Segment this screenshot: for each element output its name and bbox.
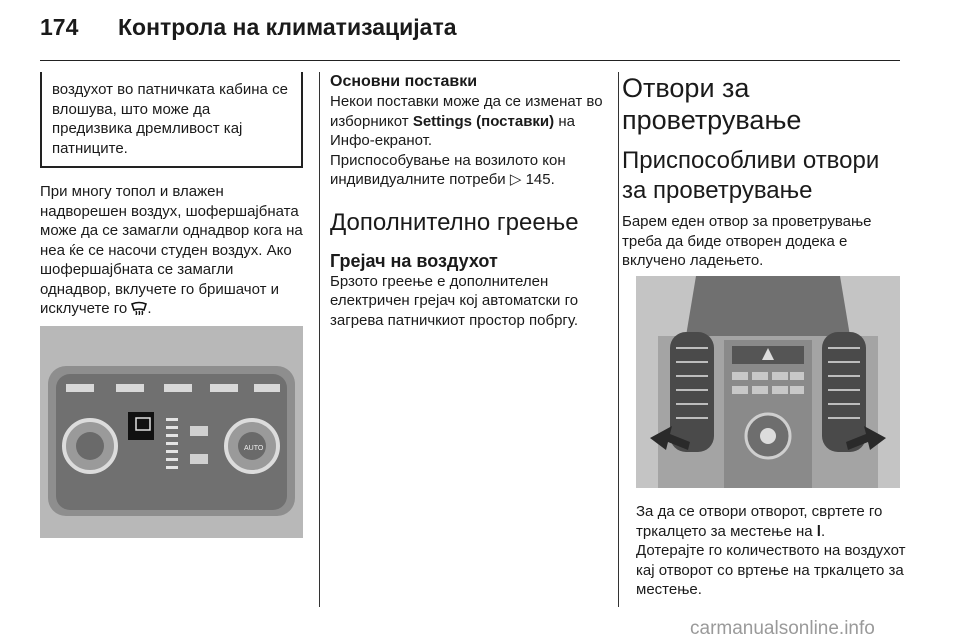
page-reference[interactable]: 145. xyxy=(525,171,555,188)
heading-air-vents: Отвори за проветрување xyxy=(622,73,802,135)
basic-settings-text xyxy=(330,92,605,151)
column-1 xyxy=(40,72,303,319)
personalization-text-main: Приспособување на возилото кон индивидуалните потреби xyxy=(330,151,566,188)
climate-panel-photo xyxy=(40,326,303,538)
position-mark: l xyxy=(816,522,821,540)
basic-settings-text-2: на Инфо-екранот. xyxy=(330,112,575,149)
page-header xyxy=(40,14,900,50)
fog-paragraph-text: При многу топол и влажен надворешен воздух, шофершајбната може да се замагли однадвор кога на неа ќе се насочи студен воздух. Ако шофершајбната се замагли однадвор, вклучете го бришачот и исклучете го xyxy=(40,183,303,317)
auto-label: AUTO xyxy=(244,445,264,452)
column-divider-1 xyxy=(319,72,320,607)
air-vents-photo xyxy=(636,276,900,488)
heading-adjustable-vents: Приспособливи отвори за проветрување xyxy=(622,147,880,204)
vents-caption xyxy=(636,502,906,600)
page-number: 174 xyxy=(40,14,79,40)
fog-paragraph xyxy=(40,182,303,319)
chapter-title: Контрола на климатизацијата xyxy=(118,14,457,40)
basic-settings-text-1: Некои поставки може да се изменат во изборникот xyxy=(330,93,603,130)
page-reference-icon: ▷ xyxy=(509,171,522,188)
column-divider-2 xyxy=(618,72,619,607)
note-box xyxy=(40,72,303,168)
vents-caption-open-end: . xyxy=(820,522,826,540)
vents-caption-open xyxy=(636,502,906,541)
fog-paragraph-end: . xyxy=(147,300,152,317)
heading-basic-settings: Основни поставки xyxy=(330,73,478,90)
vents-caption-open-text: За да се отвори отворот, свртете го тркалцето за местење на xyxy=(636,503,883,540)
air-heater-text: Брзото греење е дополнителен електричен грејач кој автоматски го загрева патничкиот простор побргу. xyxy=(330,272,579,329)
adjustable-vents-text: Барем еден отвор за проветрување треба да биде отворен додека е вклучено ладењето. xyxy=(622,213,872,269)
settings-menu-label: Settings (поставки) xyxy=(412,112,555,130)
vents-caption-adjust: Дотерајте го количеството на воздухот кај отворот со вртење на тркалцето за местење. xyxy=(636,542,906,598)
column-3 xyxy=(622,72,902,271)
watermark: carmanualsonline.info xyxy=(690,618,875,639)
column-2 xyxy=(330,72,605,330)
heading-air-heater: Грејач на воздухот xyxy=(330,250,498,271)
header-rule xyxy=(40,60,900,61)
note-box-text: воздухот во патничката кабина се влошува, што може да предизвика дремливост кај патниците. xyxy=(52,81,288,157)
heading-auxiliary-heating: Дополнително греење xyxy=(330,208,579,236)
personalization-text xyxy=(330,151,605,190)
defrost-windscreen-icon xyxy=(131,301,147,315)
